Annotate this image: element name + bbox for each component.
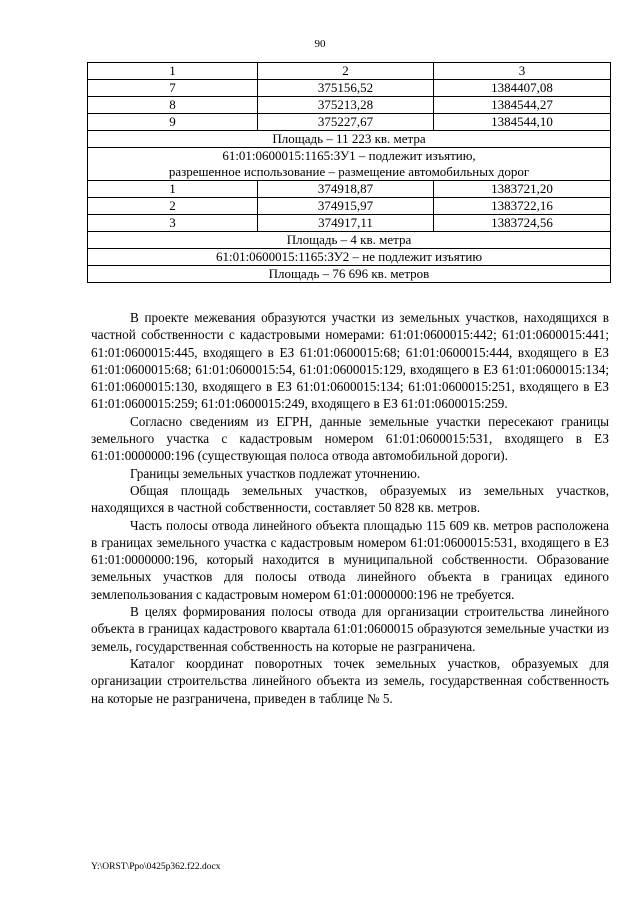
y-coordinate-cell: 1384544,10 [434, 114, 611, 131]
y-coordinate-cell: 1384407,08 [434, 80, 611, 97]
y-coordinate-cell: 1384544,27 [434, 97, 611, 114]
y-coordinate-cell: 1383722,16 [434, 198, 611, 215]
table-row [88, 215, 611, 232]
table-row [88, 97, 611, 114]
x-coordinate-cell: 375227,67 [258, 114, 434, 131]
table-row [88, 198, 611, 215]
area-row [88, 131, 611, 148]
parcel-line: разрешенное использование – размещение автомобильных дорог [168, 164, 530, 179]
paragraph: В целях формирования полосы отвода для организации строительства линейного объекта в границах кадастрового квартала 61:01:0600015 образуются земельные участки из земель, государственная собственность на которые не разграничена. [91, 604, 609, 654]
paragraph: В проекте межевания образуются участки из земельных участков, находящихся в частной собственности с кадастровыми номерами: 61:01:0600015:442; 61:01:0600015:441; 61:01:0600015:445, входящего в ЕЗ 61:01:0600015:68; 61:01:0600015:444, входящего в ЕЗ 61:01:0600015:68; 61:01:0600015:54, 61:01:0600015:129, входящего в ЕЗ 61:01:0600015:134; 61:01:0600015:130, входящего в ЕЗ 61:01:0600015:134; 61:01:0600015:251, входящего в ЕЗ 61:01:0600015:259; 61:01:0600015:249, входящего в ЕЗ 61:01:0600015:259. [91, 310, 609, 412]
table-header-row [88, 63, 611, 80]
header-cell: 2 [258, 63, 434, 80]
parcel-cell [88, 148, 611, 181]
x-coordinate-cell: 375156,52 [258, 80, 434, 97]
area-cell: Площадь – 4 кв. метра [88, 232, 611, 249]
parcel-row [88, 148, 611, 181]
header-cell: 3 [434, 63, 611, 80]
page-number: 90 [314, 38, 326, 50]
x-coordinate-cell: 374918,87 [258, 181, 434, 198]
paragraph: Часть полосы отвода линейного объекта площадью 115 609 кв. метров расположена в границах земельного участка с кадастровым номером 61:01:0600015:531, входящего в ЕЗ 61:01:0000000:196, который находится в муниципальной собственности. Образование земельных участков для полосы отвода линейного объекта в границах единого землепользования с кадастровым номером 61:01:0000000:196 не требуется. [91, 517, 609, 602]
point-number-cell: 7 [88, 80, 258, 97]
table-row [88, 80, 611, 97]
footer-file-path: Y:\ORST\Ppo\0425p362.f22.docx [91, 862, 221, 872]
area-total-cell: Площадь – 76 696 кв. метров [88, 266, 611, 283]
parcel-cell: 61:01:0600015:1165:ЗУ2 – не подлежит изъятию [88, 249, 611, 266]
area-row [88, 232, 611, 249]
area-cell: Площадь – 11 223 кв. метра [88, 131, 611, 148]
point-number-cell: 8 [88, 97, 258, 114]
paragraph: Границы земельных участков подлежат уточнению. [130, 465, 421, 481]
header-cell: 1 [88, 63, 258, 80]
table-row [88, 181, 611, 198]
parcel-line: 61:01:0600015:1165:ЗУ1 – подлежит изъятию, [222, 148, 476, 163]
y-coordinate-cell: 1383721,20 [434, 181, 611, 198]
coordinates-table [87, 62, 611, 283]
paragraph: Общая площадь земельных участков, образуемых из земельных участков, находящихся в частной собственности, составляет 50 828 кв. метров. [91, 482, 609, 516]
table-row [88, 114, 611, 131]
body-text [91, 309, 609, 707]
area-total-row [88, 266, 611, 283]
parcel-row [88, 249, 611, 266]
point-number-cell: 9 [88, 114, 258, 131]
paragraph: Согласно сведениям из ЕГРН, данные земельные участки пересекают границы земельного участка с кадастровым номером 61:01:0600015:531, входящего в ЕЗ 61:01:0000000:196 (существующая полоса отвода автомобильной дороги). [91, 413, 609, 464]
point-number-cell: 2 [88, 198, 258, 215]
x-coordinate-cell: 374917,11 [258, 215, 434, 232]
x-coordinate-cell: 374915,97 [258, 198, 434, 215]
paragraph: Каталог координат поворотных точек земельных участков, образуемых для организации строительства линейного объекта из земель, государственная собственность на которые не разграничена, приведен в таблице № 5. [91, 655, 609, 706]
x-coordinate-cell: 375213,28 [258, 97, 434, 114]
point-number-cell: 1 [88, 181, 258, 198]
y-coordinate-cell: 1383724,56 [434, 215, 611, 232]
point-number-cell: 3 [88, 215, 258, 232]
